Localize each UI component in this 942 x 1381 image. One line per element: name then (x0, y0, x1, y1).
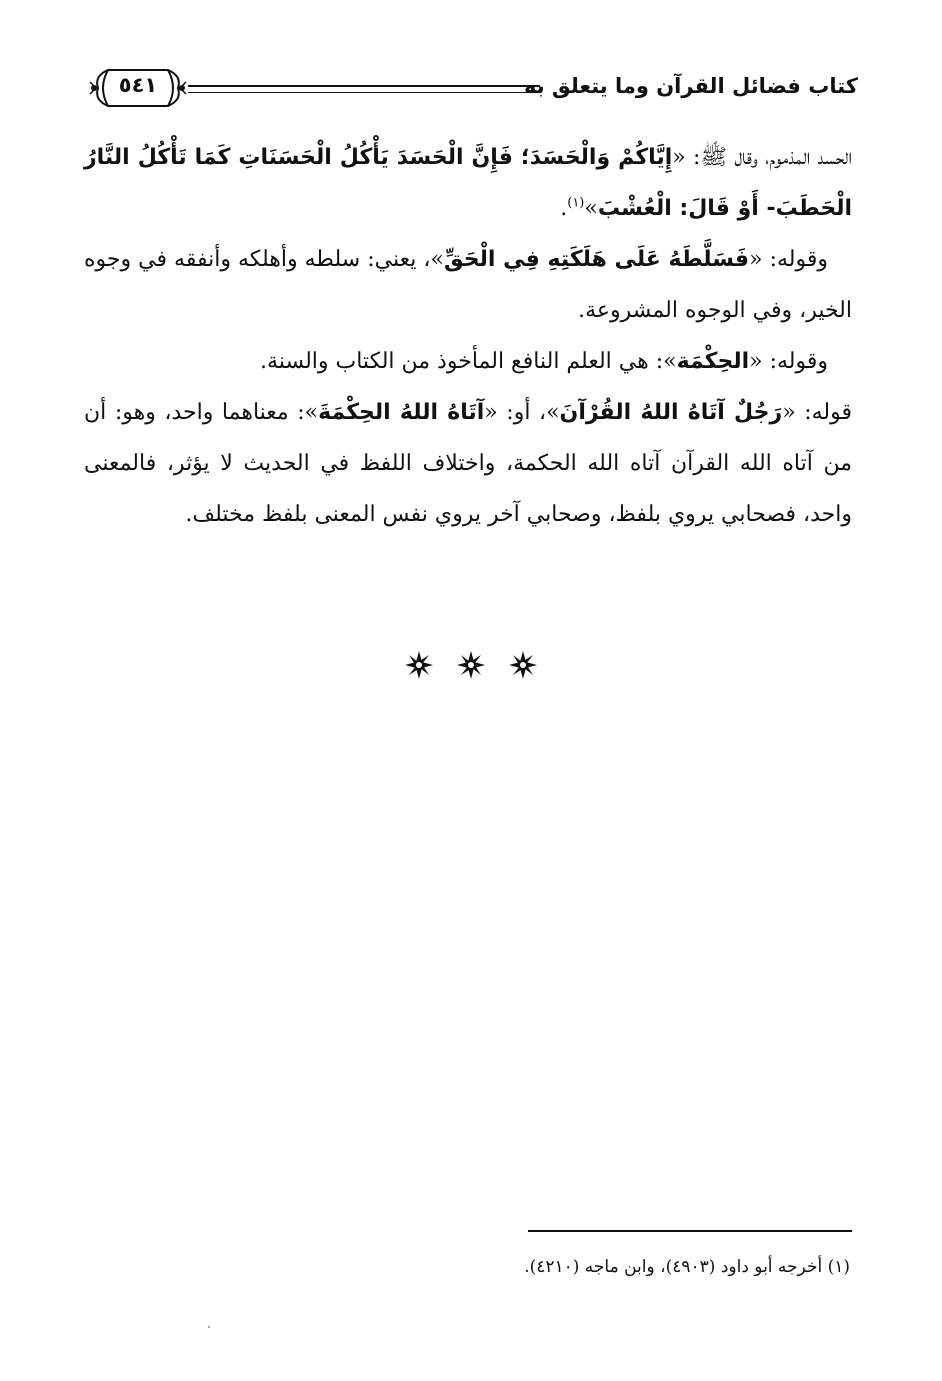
p3-hadith-quote: الحِكْمَة (676, 349, 750, 374)
p4-hadith-quote-1: رَجُلٌ آتَاهُ اللهُ القُرْآنَ (559, 400, 783, 425)
flower-star-icon (404, 650, 434, 680)
paragraph-3 (84, 336, 852, 387)
p1-text-2: » (584, 196, 598, 221)
p4-hadith-quote-2: آتَاهُ اللهُ الحِكْمَةَ (318, 400, 485, 425)
flower-star-icon (456, 650, 486, 680)
running-title: كتاب فضائل القرآن وما يتعلق به (523, 74, 858, 98)
p1-text-3: . (560, 196, 568, 221)
p1-text-1: الحسد المذموم، وقال ﷺ: « (672, 145, 852, 170)
p3-text-2: »: هي العلم النافع المأخوذ من الكتاب والسنة. (260, 349, 677, 374)
p2-hadith-quote: فَسَلَّطَهُ عَلَى هَلَكَتِهِ فِي الْحَقِّ (443, 247, 750, 272)
p4-text-3: »: معناهما واحد، وهو: أن من آتاه الله القرآن آتاه الله الحكمة، واختلاف اللفظ في الحديث لا يؤثر، فالمعنى واحد، فصحابي يروي بلفظ، وصحابي آخر يروي نفس المعنى بلفظ مختلف. (84, 400, 852, 527)
p2-text-1: وقوله: « (749, 247, 828, 272)
p4-text-1: قوله: « (782, 400, 852, 425)
paragraph-4 (84, 387, 852, 540)
page-header (88, 62, 858, 114)
header-rule (188, 85, 540, 93)
body-text (84, 132, 852, 540)
p4-text-2: »، أو: « (484, 400, 560, 425)
p3-text-1: وقوله: « (749, 349, 828, 374)
p2-text-2: »، يعني: سلطه وأهلكه وأنفقه في وجوه الخير، وفي الوجوه المشروعة. (84, 247, 852, 323)
paragraph-1 (84, 132, 852, 234)
paragraph-2 (84, 234, 852, 336)
footnote-reference: (١) (567, 195, 585, 211)
section-ornament (0, 650, 942, 690)
page-number: ٥٤١ (118, 73, 158, 97)
print-speck (208, 1326, 210, 1328)
footnote-separator (528, 1230, 852, 1232)
footnote: (١) أخرجه أبو داود (٤٩٠٣)، وابن ماجه (٤٢١٠). (524, 1257, 850, 1277)
page-number-frame (88, 62, 188, 114)
flower-star-icon (508, 650, 538, 680)
p1-hadith-quote: إِيَّاكُمْ وَالْحَسَدَ؛ فَإِنَّ الْحَسَدَ يَأْكُلُ الْحَسَنَاتِ كَمَا تَأْكُلُ النَّارُ الْحَطَبَ- أَوْ قَالَ: الْعُشْبَ (84, 145, 852, 221)
